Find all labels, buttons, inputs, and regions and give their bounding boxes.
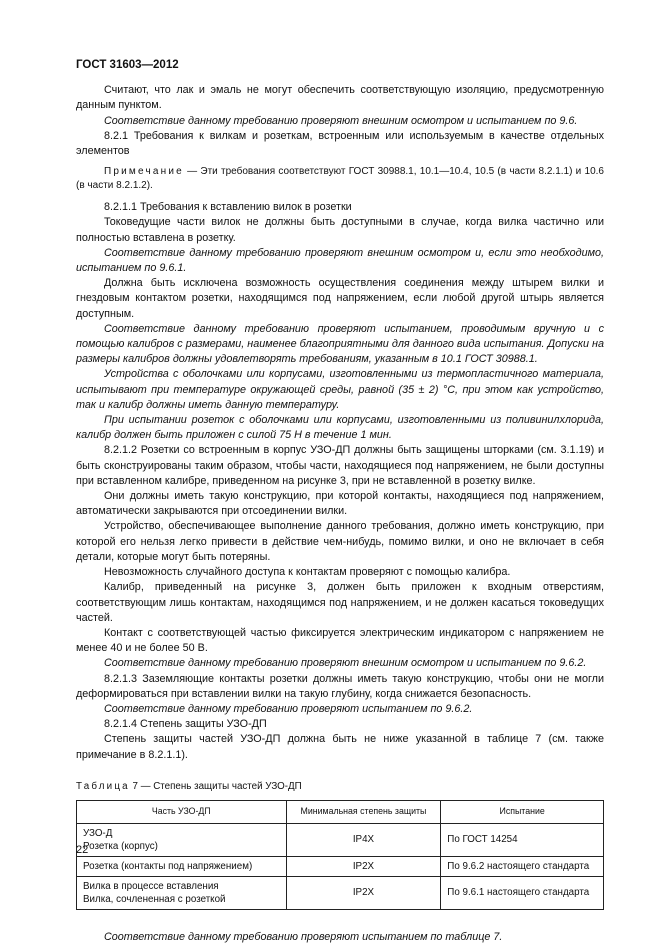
paragraph: Они должны иметь такую конструкцию, при которой контакты, находящиеся под напряжением, автоматически закрываются при отсоединении вилки. bbox=[76, 490, 604, 518]
compliance-note: При испытании розеток с оболочками или корпусами, изготовленными из поливинилхлорида, калибр должен быть приложен с силой 75 Н в течение 1 мин. bbox=[76, 414, 604, 442]
test-cell: По 9.6.1 настоящего стандарта bbox=[441, 876, 604, 909]
compliance-note: Соответствие данному требованию проверяют внешним осмотром и испытанием по 9.6. bbox=[104, 114, 578, 127]
clause-heading: 8.2.1.1 Требования к вставлению вилок в розетки bbox=[104, 201, 352, 214]
table-row bbox=[77, 876, 604, 909]
table-header-row bbox=[77, 800, 604, 823]
test-cell: По ГОСТ 14254 bbox=[441, 823, 604, 856]
note bbox=[76, 165, 604, 193]
table-caption-label: Таблица bbox=[76, 780, 130, 792]
clause-heading: 8.2.1.3 Заземляющие контакты розетки должны иметь такую конструкцию, чтобы они не могли деформироваться при вставлении вилки на такую глубину, когда снижается безопасность. bbox=[76, 672, 604, 700]
compliance-note: Соответствие данному требованию проверяют испытанием, проводимым вручную и с помощью калибров с размерами, наименее благоприятными для данного вида испытания. Допуски на размеры калибров должны удовлетворять требованиям, указанным в 10.1 ГОСТ 30988.1. bbox=[76, 322, 604, 366]
paragraph: Калибр, приведенный на рисунке 3, должен быть приложен к входным отверстиям, соответствующим лишь контактам, находящимся под напряжением, и не должен касаться токоведущих частей. bbox=[76, 581, 604, 624]
compliance-note: Устройства с оболочками или корпусами, изготовленными из термопластичного материала, испытывают при температуре окружающей среды, равной (35 ± 2) °С, при этом как устройство, так и калибр должны иметь данную температуру. bbox=[76, 368, 604, 411]
table-row bbox=[77, 856, 604, 876]
protection-table bbox=[76, 800, 604, 910]
part-cell: УЗО-Д Розетка (корпус) bbox=[77, 823, 287, 856]
clause-heading: 8.2.1.4 Степень защиты УЗО-ДП bbox=[104, 718, 267, 731]
page-number: 22 bbox=[76, 844, 89, 856]
paragraph: Контакт с соответствующей частью фиксируется электрическим индикатором с напряжением не менее 40 и не более 50 В. bbox=[76, 626, 604, 655]
test-cell: По 9.6.2 настоящего стандарта bbox=[441, 856, 604, 876]
clause-heading: 8.2.1.2 Розетки со встроенным в корпус УЗО-ДП должны быть защищены шторками (см. 3.1.19) и быть сконструированы таким образом, чтобы части, находящиеся под напряжением, не были доступны при вставленном калибре, приведенном на рисунке 3, при не вставленной в розетку вилке. bbox=[76, 444, 604, 487]
compliance-note: Соответствие данному требованию проверяют внешним осмотром и испытанием по 9.6.2. bbox=[104, 657, 587, 670]
column-header: Испытание bbox=[441, 800, 604, 823]
column-header: Часть УЗО-ДП bbox=[77, 800, 287, 823]
paragraph: Устройство, обеспечивающее выполнение данного требования, должно иметь конструкцию, при которой его нельзя легко привести в действие чем-нибудь, помимо вилки, и оно не включает в себя детали, которые могут быть потеряны. bbox=[76, 520, 604, 563]
paragraph: Степень защиты частей УЗО-ДП должна быть не ниже указанной в таблице 7 (см. также примечание в 8.2.1.1). bbox=[76, 733, 604, 761]
paragraph: Должна быть исключена возможность осуществления соединения между штырем вилки и гнездовым контактом розетки, находящимся под напряжением, если любой другой штырь является доступным. bbox=[76, 277, 604, 320]
column-header: Минимальная степень защиты bbox=[286, 800, 441, 823]
clause-heading: 8.2.1 Требования к вилкам и розеткам, встроенным или используемым в качестве отдельных элементов bbox=[76, 129, 604, 158]
degree-cell: IP2X bbox=[286, 876, 441, 909]
note-text: — Эти требования соответствуют ГОСТ 30988.1, 10.1—10.4, 10.5 (в части 8.2.1.1) и 10.6 (в части 8.2.1.2). bbox=[76, 166, 604, 192]
document-header: ГОСТ 31603—2012 bbox=[76, 59, 179, 71]
table-caption bbox=[76, 779, 604, 794]
degree-cell: IP4X bbox=[286, 823, 441, 856]
paragraph: Токоведущие части вилок не должны быть доступными в случае, когда вилка частично или полностью вставлена в розетку. bbox=[76, 216, 604, 244]
document-page bbox=[76, 58, 604, 945]
table-caption-text: 7 — Степень защиты частей УЗО-ДП bbox=[129, 780, 302, 792]
note-label: Примечание bbox=[104, 166, 184, 178]
compliance-note: Соответствие данному требованию проверяют испытанием по 9.6.2. bbox=[104, 702, 473, 715]
part-cell: Розетка (контакты под напряжением) bbox=[77, 856, 287, 876]
paragraph: Невозможность случайного доступа к контактам проверяют с помощью калибра. bbox=[104, 566, 511, 579]
table-row bbox=[77, 823, 604, 856]
compliance-note: Соответствие данному требованию проверяют испытанием по таблице 7. bbox=[104, 930, 503, 943]
compliance-note: Соответствие данному требованию проверяют внешним осмотром и, если это необходимо, испытанием по 9.6.1. bbox=[76, 246, 604, 275]
part-cell: Вилка в процессе вставления Вилка, сочлененная с розеткой bbox=[77, 876, 287, 909]
degree-cell: IP2X bbox=[286, 856, 441, 876]
paragraph: Считают, что лак и эмаль не могут обеспечить соответствующую изоляцию, предусмотренную данным пунктом. bbox=[76, 84, 604, 112]
